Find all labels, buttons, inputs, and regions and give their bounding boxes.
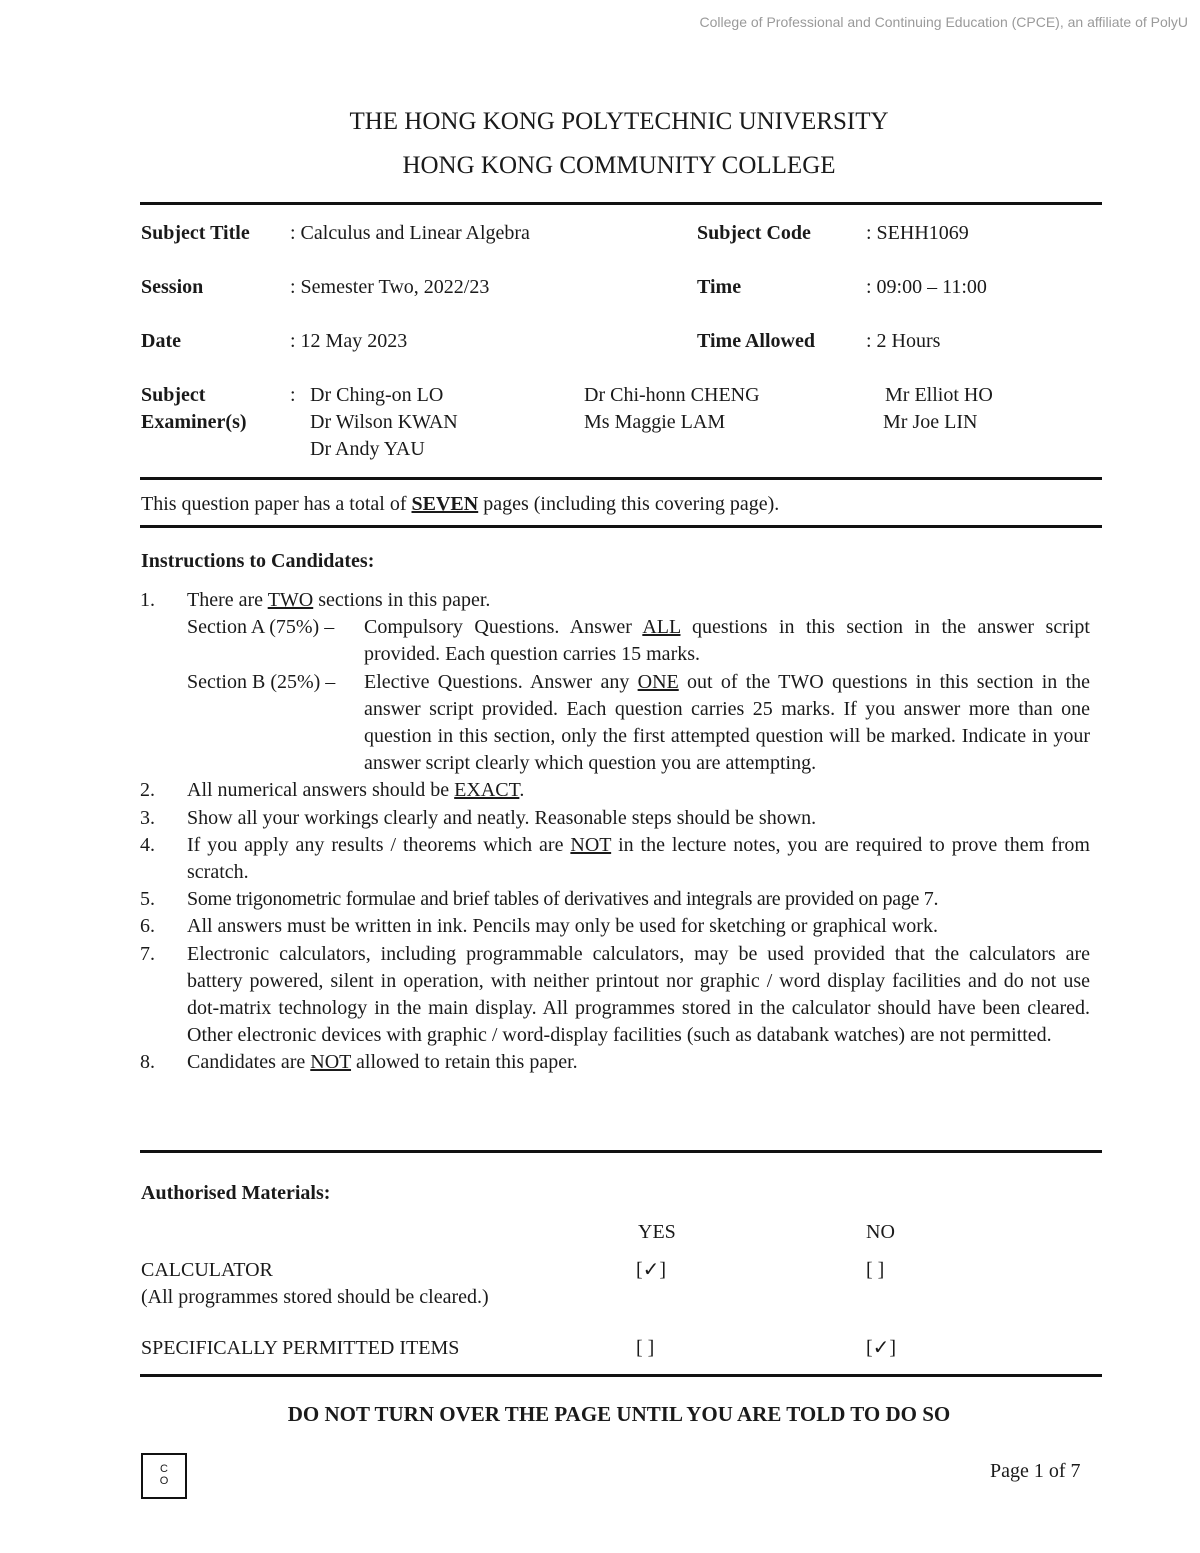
- section-b-note: Section B (25%) – Elective Questions. Answer any ONE out of the TWO questions in this section in the answer script provided. Each question carries 25 marks. If you answer more than one question in this section, only the first attempted question will be marked. Indicate in your answer script clearly which question you are attempting.: [187, 670, 1091, 775]
- materials-heading: Authorised Materials:: [141, 1182, 331, 1204]
- examiner-name: Ms Maggie LAM: [584, 411, 726, 433]
- instruction-item: 8. Candidates are NOT allowed to retain this paper.: [140, 1051, 578, 1074]
- do-not-turn-warning: DO NOT TURN OVER THE PAGE UNTIL YOU ARE TOLD TO DO SO: [287, 1402, 951, 1426]
- permitted-yes-checkbox: [ ]: [636, 1337, 655, 1359]
- instruction-item: 6. All answers must be written in ink. Pencils may only be used for sketching or graphical work.: [140, 915, 938, 938]
- instruction-item: 7. Electronic calculators, including programmable calculators, may be used provided that the calculators are battery powered, silent in operation, with neither printout nor graphic / word display facilities and do not use dot-matrix technology in the main display. All programmes stored in the calculator should have been cleared. Other electronic devices with graphic / word-display facilities (such as databank watches) are not permitted.: [140, 942, 1090, 1047]
- time-allowed-value: : 2 Hours: [866, 330, 941, 352]
- date-value: : 12 May 2023: [290, 330, 408, 352]
- divider: [140, 477, 1102, 480]
- examiner-name: Dr Andy YAU: [310, 438, 425, 460]
- divider: [140, 1374, 1102, 1377]
- divider: [140, 1150, 1102, 1153]
- instructions-list: [140, 587, 1090, 1077]
- time-allowed-label: Time Allowed: [697, 330, 815, 352]
- instruction-item: 3. Show all your workings clearly and neatly. Reasonable steps should be shown.: [140, 806, 817, 829]
- time-value: : 09:00 – 11:00: [866, 276, 987, 298]
- subject-code-value: : SEHH1069: [866, 222, 969, 244]
- examiner-name: Dr Chi-honn CHENG: [584, 384, 760, 406]
- session-value: : Semester Two, 2022/23: [290, 276, 490, 298]
- permitted-no-checkbox: [✓]: [866, 1337, 897, 1359]
- instruction-item: 2. All numerical answers should be EXACT.: [140, 779, 525, 802]
- yes-column-header: YES: [638, 1221, 676, 1243]
- university-name: THE HONG KONG POLYTECHNIC UNIVERSITY: [349, 108, 889, 135]
- examiner-name: Mr Elliot HO: [885, 384, 993, 406]
- instruction-item: 1. There are TWO sections in this paper. Section A (75%) – Compulsory Questions. Answer ALL questions in this section in the answer script provided. Each question carries 15 marks. Section B (25%) – Elective Questions. Answer any ONE out of the TWO questions in this section in the answer script provided. Each question carries 25 marks. If you answer more than one question in this section, only the first attempted question will be marked. Indicate in your answer script clearly which question you are attempting.: [140, 587, 1090, 777]
- college-name: HONG KONG COMMUNITY COLLEGE: [402, 152, 836, 179]
- subject-title-value: : Calculus and Linear Algebra: [290, 222, 530, 244]
- code-box-line2: O: [159, 1475, 169, 1487]
- divider: [140, 525, 1102, 528]
- examiner-name: Dr Ching-on LO: [310, 384, 444, 406]
- pages-note: This question paper has a total of SEVEN pages (including this covering page).: [141, 493, 780, 515]
- instruction-item: 4. If you apply any results / theorems which are NOT in the lecture notes, you are required to prove them from scratch.: [140, 833, 1090, 884]
- examiners-label-line2: Examiner(s): [141, 411, 247, 433]
- calculator-yes-checkbox: [✓]: [636, 1259, 667, 1281]
- session-label: Session: [141, 276, 204, 298]
- permitted-items-label: SPECIFICALLY PERMITTED ITEMS: [141, 1337, 460, 1359]
- examiner-name: Mr Joe LIN: [883, 411, 978, 433]
- time-label: Time: [697, 276, 742, 298]
- examiners-colon: :: [290, 384, 296, 406]
- watermark: College of Professional and Continuing Education (CPCE), an affiliate of PolyU: [699, 14, 1188, 30]
- date-label: Date: [141, 330, 181, 352]
- calculator-no-checkbox: [ ]: [866, 1259, 885, 1281]
- calculator-note: (All programmes stored should be cleared.): [141, 1286, 489, 1308]
- divider: [140, 202, 1102, 205]
- code-box: [141, 1453, 187, 1499]
- subject-title-label: Subject Title: [141, 222, 250, 244]
- code-box-line1: C: [160, 1463, 168, 1475]
- examiner-name: Dr Wilson KWAN: [310, 411, 458, 433]
- section-a-note: Section A (75%) – Compulsory Questions. Answer ALL questions in this section in the answer script provided. Each question carries 15 marks.: [187, 616, 1090, 666]
- calculator-label: CALCULATOR: [141, 1259, 273, 1281]
- no-column-header: NO: [866, 1221, 895, 1243]
- instruction-item: 5. Some trigonometric formulae and brief tables of derivatives and integrals are provided on page 7.: [140, 888, 939, 911]
- pages-count: SEVEN: [411, 493, 479, 515]
- examiners-label-line1: Subject: [141, 384, 206, 406]
- instructions-heading: Instructions to Candidates:: [141, 550, 375, 572]
- page-number: Page 1 of 7: [990, 1460, 1081, 1482]
- subject-code-label: Subject Code: [697, 222, 811, 244]
